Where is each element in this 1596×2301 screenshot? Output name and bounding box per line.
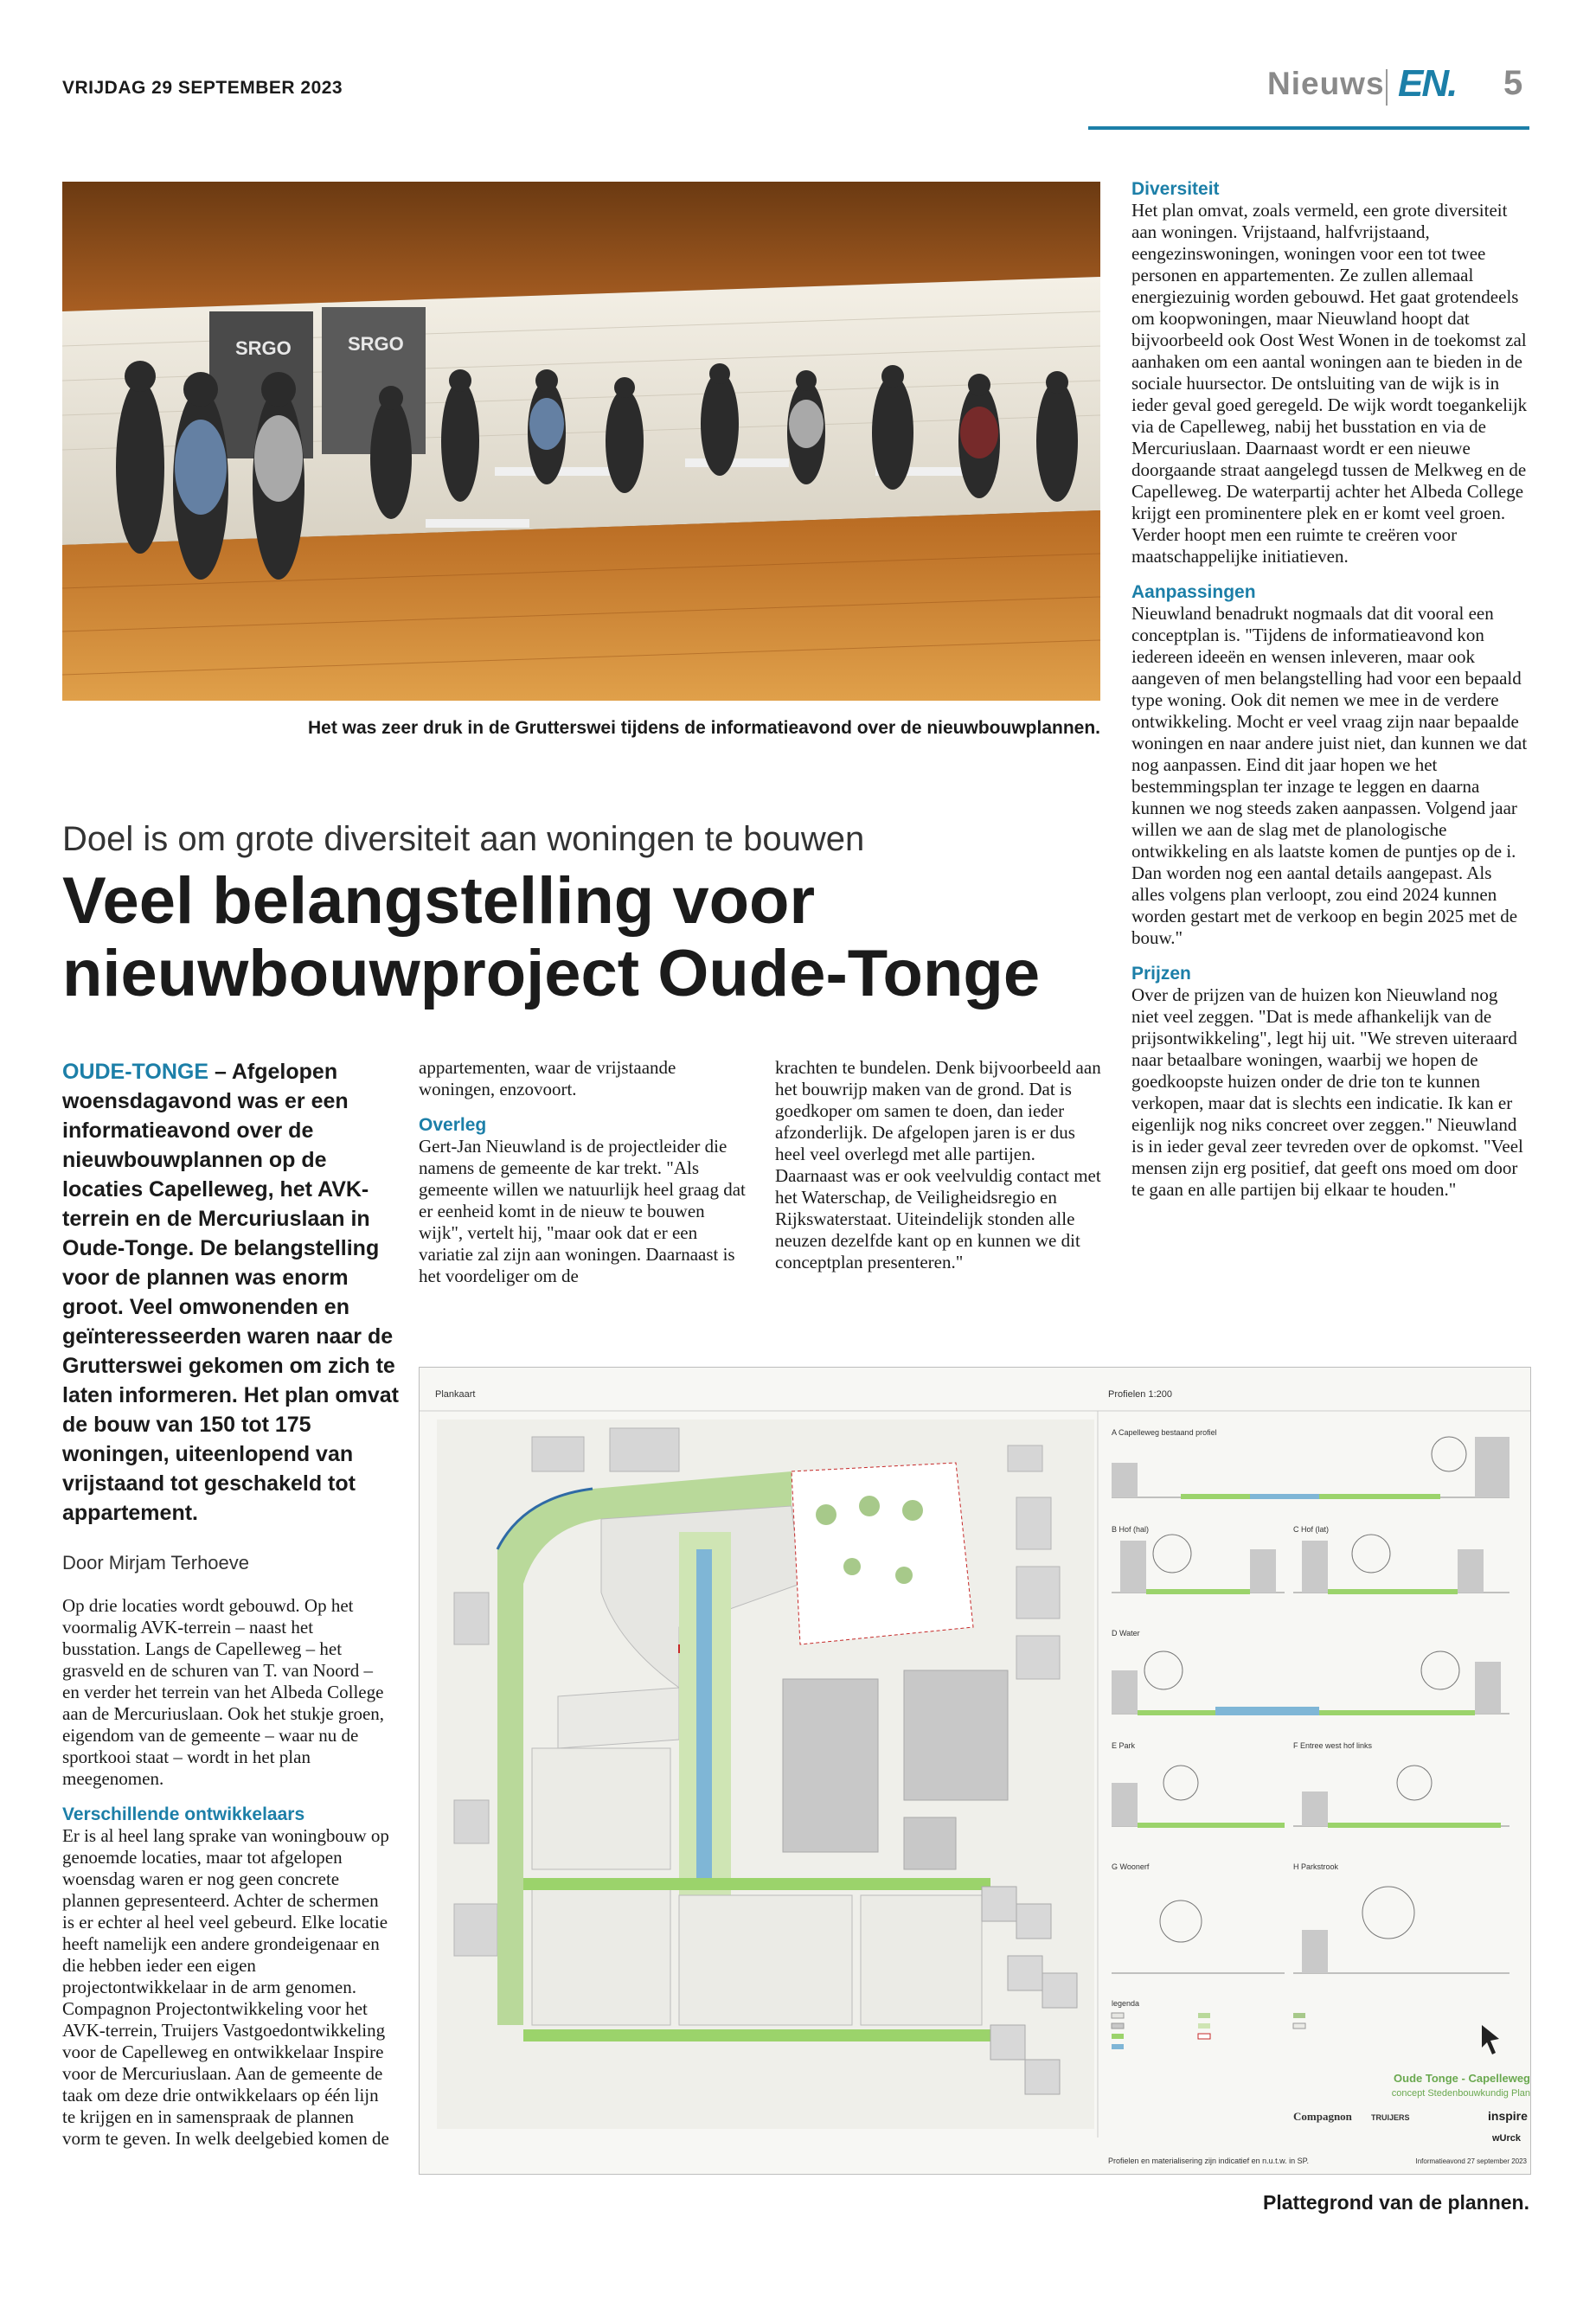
profile-label-h: H Parkstrook — [1293, 1862, 1339, 1871]
col3-paragraph-1: krachten te bundelen. Denk bijvoorbeeld aan het bouwrijp maken van de grond. Dat is goedkoper om samen te doen, dan ieder afzonderlijk. De afgelopen jaren is er dus heel veel overlegd met alle partijen. Daarnaast was er ook veelvuldig contact met het Waterschap, de Veiligheidsregio en Rijkswaterstaat. Uiteindelijk stonden alle neuzen dezelfde kant op en kunnen we dit conceptplan presenteren." — [775, 1057, 1101, 1272]
article-column-3 — [775, 1057, 1106, 1273]
newspaper-logo[interactable]: EN. — [1398, 62, 1457, 105]
col4-subheading-diversiteit: Diversiteit — [1131, 179, 1220, 199]
plan-caption: Plattegrond van de plannen. — [1263, 2191, 1529, 2214]
section-label[interactable]: Nieuws — [1267, 66, 1385, 101]
plan-subtitle: concept Stedenbouwkundig Plan — [1391, 2088, 1530, 2099]
col4-paragraph-1: Het plan omvat, zoals vermeld, een grote diversiteit aan woningen. Vrijstaand, halfvrijstaand, eengezinswoningen, woningen voor een tot twee personen en appartementen. Ze zullen allemaal energiezuinig worden gebouwd. Het gaat grotendeels om koopwoningen, maar Nieuwland hoopt dat bijvoorbeeld ook Oost West Wonen in de toekomst zal aanhaken om een aantal woningen aan te bieden in de sociale huursector. De ontsluiting van de wijk is in ieder geval goed geregeld. De wijk wordt toegankelijk via de Capelleweg, nabij het busstation en via de Mercuriuslaan. Daarnaast wordt er een nieuwe doorgaande straat aangelegd tussen de Melkweg en de Capelleweg. De waterpartij achter het Albeda College krijgt een prominentere plek en er komt veel groen. Verder hoopt men een ruimte te creëren voor maatschappelijke initiatieven. — [1131, 200, 1528, 567]
col1-subheading: Verschillende ontwikkelaars — [62, 1804, 305, 1824]
col4-paragraph-3: Over de prijzen van de huizen kon Nieuwland nog niet veel zeggen. "Dat is mede afhankelijk van de prijsontwikkeling", legt hij uit. "We streven uiteraard naar betaalbare woningen, waarbij we hopen de goedkoopste huizen onder de drie ton te kunnen verkopen, maar dat is slechts een indicatie. Ik kan er eigenlijk nog niks concreet over zeggen." Nieuwland is in ieder geval zeer tevreden over de opkomst. "Veel mensen zijn erg positief, dat geeft ons moed om door te gaan en alle partijen bij elkaar te houden." — [1131, 984, 1523, 1200]
site-plan — [419, 1367, 1531, 2175]
col2-paragraph-1: appartementen, waar de vrijstaande woningen, enzovoort. — [419, 1057, 676, 1099]
logo-truijers: TRUIJERS — [1371, 2113, 1410, 2122]
profile-label-f: F Entree west hof links — [1293, 1741, 1373, 1750]
plan-label-plankaart: Plankaart — [435, 1389, 476, 1400]
article-column-2 — [419, 1057, 749, 1287]
col1-paragraph-2: Er is al heel lang sprake van woningbouw op genoemde locaties, maar tot afgelopen woensdag waren er nog geen concrete plannen gepresenteerd. Achter de schermen is er echter al heel veel gebeurd. Elke locatie heeft namelijk een andere grondeigenaar en die hebben ieder een eigen projectontwikkelaar in de arm genomen. Compagnon Projectontwikkeling voor het AVK-terrein, Truijers Vastgoedontwikkeling voor de Capelleweg en ontwikkelaar Inspire voor de Mercuriuslaan. Aan de gemeente de taak om deze drie ontwikkelaars op één lijn te krijgen en in samenspraak de plannen vorm te geven. In welk deelgebied komen de — [62, 1825, 389, 2149]
photo-banner-left: SRGO — [235, 337, 292, 359]
plan-label-profielen: Profielen 1:200 — [1108, 1389, 1172, 1400]
col1-paragraph-1: Op drie locaties wordt gebouwd. Op het voormalig AVK-terrein – naast het busstation. Langs de Capelleweg – het grasveld en de schuren van T. van Noord – en verder het terrein van het Albeda College aan de Mercuriuslaan. Ook het stukje groen, eigendom van de gemeente – waar nu de sportkooi staat – wordt in het plan meegenomen. — [62, 1595, 385, 1789]
byline: Door Mirjam Terhoeve — [62, 1552, 250, 1574]
article-column-1 — [62, 1595, 393, 2150]
profile-label-e: E Park — [1112, 1741, 1136, 1750]
header-divider — [1386, 69, 1388, 106]
photo-banner-right: SRGO — [348, 333, 404, 355]
page-number: 5 — [1503, 64, 1523, 102]
col2-paragraph-2: Gert-Jan Nieuwland is de projectleider die namens de gemeente de kar trekt. "Als gemeente willen we natuurlijk heel graag dat er eenheid komt in de nieuw te bouwen wijk", vertelt hij, "maar ook dat er een variatie zal zijn aan woningen. Daarnaast is het voordeliger om de — [419, 1136, 746, 1286]
plan-footer-note: Profielen en materialisering zijn indicatief en n.u.t.w. in SP. — [1108, 2157, 1309, 2165]
header-rule — [1088, 126, 1529, 130]
col4-subheading-aanpassingen: Aanpassingen — [1131, 582, 1256, 602]
photo-caption: Het was zeer druk in de Grutterswei tijdens de informatieavond over de nieuwbouwplannen. — [307, 718, 1100, 738]
kicker: Doel is om grote diversiteit aan woningen te bouwen — [62, 820, 865, 858]
plan-footer-date: Informatieavond 27 september 2023 — [1415, 2157, 1527, 2165]
legend-title: legenda — [1112, 1999, 1140, 2008]
plan-title: Oude Tonge - Capelleweg — [1394, 2072, 1530, 2085]
profile-label-b: B Hof (hal) — [1112, 1525, 1150, 1534]
logo-compagnon: Compagnon — [1293, 2110, 1352, 2123]
logo-inspire: inspire — [1488, 2109, 1528, 2123]
article-column-4 — [1131, 178, 1529, 1201]
profile-label-g: G Woonerf — [1112, 1862, 1150, 1871]
col4-subheading-prijzen: Prijzen — [1131, 964, 1191, 984]
headline: Veel belangstelling voor nieuwbouwproject Oude-Tonge — [62, 864, 1041, 1010]
event-photo — [62, 182, 1100, 701]
profile-label-d: D Water — [1112, 1629, 1140, 1638]
profile-label-a: A Capelleweg bestaand profiel — [1112, 1428, 1217, 1437]
logo-wurck: wUrck — [1492, 2133, 1522, 2144]
lead-text: – Afgelopen woensdagavond was er een informatieavond over de nieuwbouwplannen op de locaties Capelleweg, het AVK-terrein en de Mercuriuslaan in Oude-Tonge. De belangstelling voor de plannen was enorm groot. Veel omwonenden en geïnteresseerden waren naar de Grutterswei gekomen om zich te laten informeren. Het plan omvat de bouw van 150 tot 175 woningen, uiteenlopend van vrijstaand tot geschakeld tot appartement. — [62, 1060, 399, 1525]
lead-paragraph — [62, 1057, 400, 1528]
plan-map — [437, 1420, 1094, 2129]
col4-paragraph-2: Nieuwland benadrukt nogmaals dat dit vooral een conceptplan is. "Tijdens de informatieavond kon iedereen ideeën en wensen inleveren, maar ook aangeven of men belangstelling had voor een bepaald type woning. Ook dit nemen we mee in de verdere ontwikkeling. Mocht er veel vraag zijn naar bepaalde woningen en naar andere juist niet, dan kunnen we dat nog aanpassen. Eind dit jaar hopen we het bestemmingsplan ter inzage te leggen en daarna kunnen we nog steeds zaken aanpassen. Volgend jaar willen we aan de slag met de planologische ontwikkeling en als laatste komen de puntjes op de i. Dan worden nog een aantal details aangepast. Als alles volgens plan verloopt, zou eind 2024 kunnen worden gestart met de verkoop en begin 2025 met de bouw." — [1131, 603, 1528, 948]
profile-label-c: C Hof (lat) — [1293, 1525, 1330, 1534]
issue-date: VRIJDAG 29 SEPTEMBER 2023 — [62, 78, 343, 98]
col2-subheading: Overleg — [419, 1115, 487, 1135]
lead-place: OUDE-TONGE — [62, 1060, 208, 1084]
